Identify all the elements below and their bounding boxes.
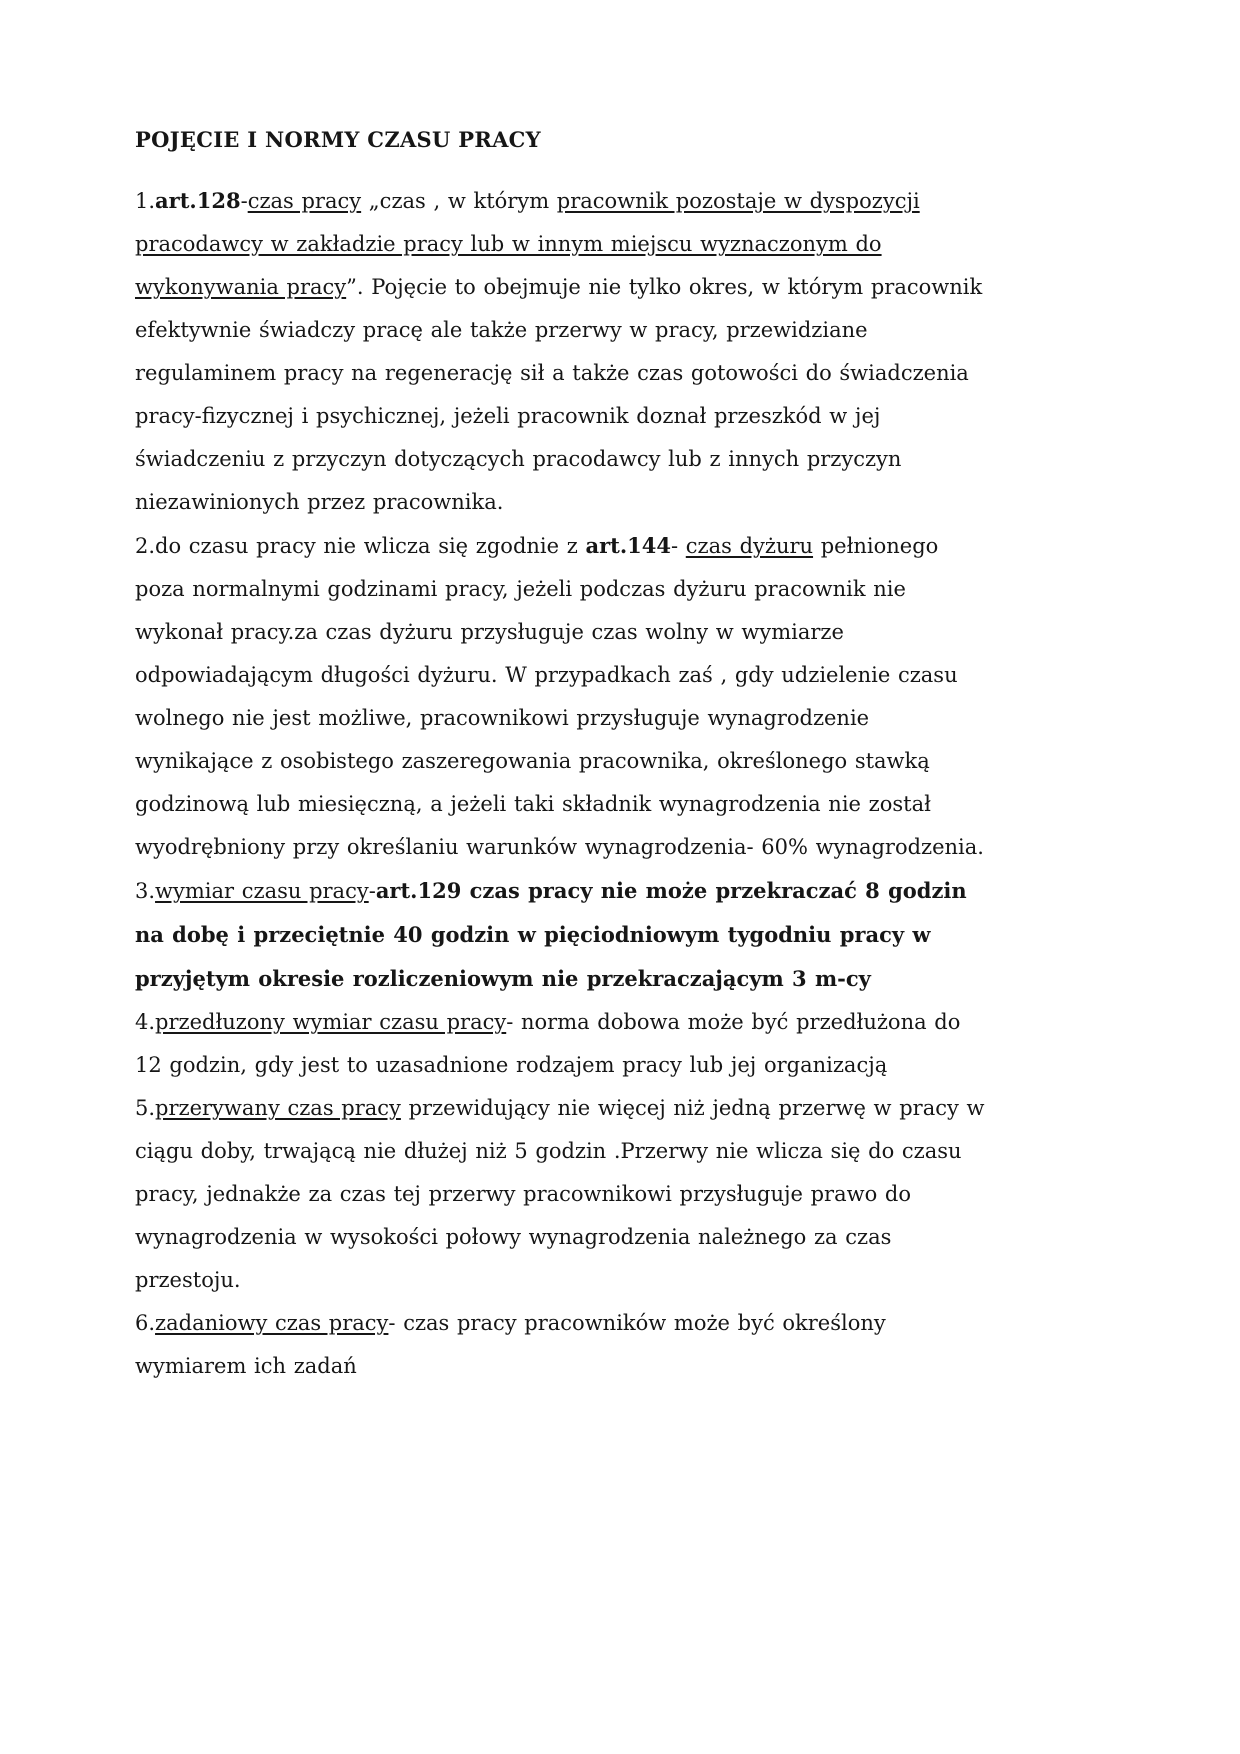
underlined-text-run: przedłuzony wymiar czasu pracy [155, 1010, 507, 1034]
underlined-text-run: czas dyżuru [685, 534, 814, 558]
underlined-text-run: wymiar czasu pracy [155, 879, 369, 903]
text-run: - [368, 879, 376, 903]
paragraph [135, 524, 990, 869]
paragraph [135, 1001, 990, 1087]
text-run: 5. [135, 1096, 156, 1120]
underlined-text-run: przerywany czas pracy [155, 1096, 401, 1120]
text-run: 6. [135, 1311, 156, 1335]
underlined-text-run: pracownik pozostaje w dyspozycji pracodawcy w zakładzie pracy lub w innym miejscu wyznaczonym do wykonywania pracy [135, 189, 920, 299]
paragraph [135, 1302, 990, 1388]
text-run: - [671, 534, 686, 558]
paragraph [135, 179, 990, 524]
text-run: przewidujący nie więcej niż jedną przerwę w pracy w ciągu doby, trwającą nie dłużej niż 5 godzin .Przerwy nie wlicza się do czasu pracy, jednakże za czas tej przerwy pracownikowi przysługuje prawo do wynagrodzenia w wysokości połowy wynagrodzenia należnego za czas przestoju. [135, 1096, 985, 1292]
text-run: 3. [135, 879, 156, 903]
underlined-text-run: zadaniowy czas pracy [155, 1311, 389, 1335]
document-body [135, 179, 990, 1388]
text-run: 4. [135, 1010, 156, 1034]
bold-text-run: art.128 [155, 188, 241, 213]
bold-text-run: art.129 czas pracy nie może przekraczać 8 godzin na dobę i przeciętnie 40 godzin w pięciodniowym tygodniu pracy w przyjętym okresie rozliczeniowym nie przekraczającym 3 m-cy [135, 878, 967, 991]
text-run: 2.do czasu pracy nie wlicza się zgodnie z [135, 534, 586, 558]
text-run: - [240, 189, 248, 213]
bold-text-run: art.144 [585, 533, 671, 558]
text-run: - norma dobowa może być przedłużona do 12 godzin, gdy jest to uzasadnione rodzajem pracy lub jej organizacją [135, 1010, 961, 1077]
document-title: POJĘCIE I NORMY CZASU PRACY [135, 127, 541, 152]
text-run: pełnionego poza normalnymi godzinami pracy, jeżeli podczas dyżuru pracownik nie wykonał pracy.za czas dyżuru przysługuje czas wolny w wymiarze odpowiadającym długości dyżuru. W przypadkach zaś , gdy udzielenie czasu wolnego nie jest możliwe, pracownikowi przysługuje wynagrodzenie wynikające z osobistego zaszeregowania pracownika, określonego stawką godzinową lub miesięczną, a jeżeli taki składnik wynagrodzenia nie został wyodrębniony przy określaniu warunków wynagrodzenia- 60% wynagrodzenia. [135, 534, 984, 859]
text-run: „czas , w którym [361, 189, 557, 213]
text-run: ”. Pojęcie to obejmuje nie tylko okres, w którym pracownik efektywnie świadczy pracę ale także przerwy w pracy, przewidziane regulaminem pracy na regenerację sił a także czas gotowości do świadczenia pracy-fizycznej i psychicznej, jeżeli pracownik doznał przeszkód w jej świadczeniu z przyczyn dotyczących pracodawcy lub z innych przyczyn niezawinionych przez pracownika. [135, 275, 983, 514]
paragraph [135, 1087, 990, 1302]
text-run: - czas pracy pracowników może być określony wymiarem ich zadań [135, 1311, 886, 1378]
text-run: 1. [135, 189, 156, 213]
underlined-text-run: czas pracy [247, 189, 362, 213]
paragraph [135, 869, 990, 1001]
